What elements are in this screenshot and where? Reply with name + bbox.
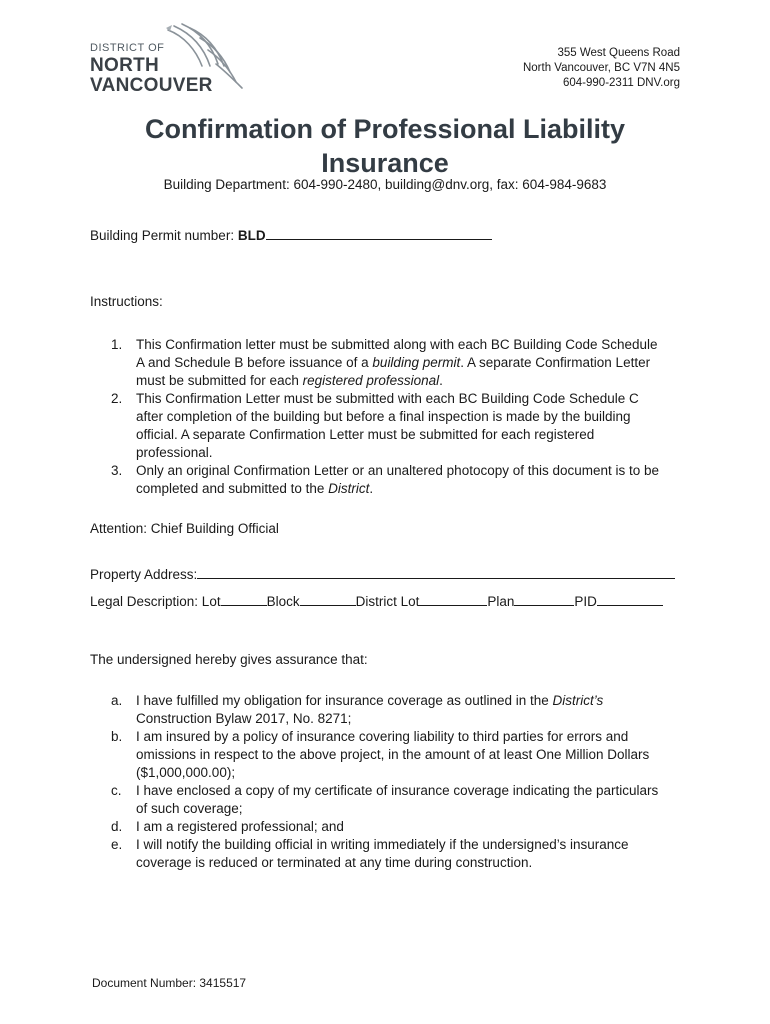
address-block (523, 46, 680, 91)
assurance-line: I am a registered professional; and (136, 819, 344, 834)
instruction-marker: 2. (111, 391, 123, 406)
assurance-line: ($1,000,000.00); (136, 765, 236, 780)
instruction-line: after completion of the building but before a final inspection is made by the building (136, 409, 631, 424)
assurance-line: Construction Bylaw 2017, No. 8271; (136, 711, 352, 726)
assurance-marker: a. (111, 693, 123, 708)
logo-line-district-of: DISTRICT OF (90, 42, 165, 54)
lot-field[interactable] (221, 591, 267, 606)
address-city: North Vancouver, BC V7N 4N5 (522, 62, 680, 74)
instruction-line: A and Schedule B before issuance of a building permit. A separate Confirmation Letter (136, 355, 651, 370)
assurance-line: of such coverage; (136, 801, 243, 816)
assurance-marker: e. (111, 837, 123, 852)
assurance-line: I have fulfilled my obligation for insurance coverage as outlined in the District’s (136, 693, 604, 708)
assurance-marker: d. (111, 819, 123, 834)
legal-district-lot-label: District Lot (355, 594, 420, 609)
block-field[interactable] (300, 591, 356, 606)
instruction-item (111, 390, 691, 462)
permit-number-row (90, 225, 492, 245)
instruction-line: must be submitted for each registered professional. (136, 373, 443, 388)
property-address-label: Property Address: (90, 567, 198, 582)
document-number: Document Number: 3415517 (92, 976, 247, 990)
instruction-line: This Confirmation Letter must be submitted with each BC Building Code Schedule C (136, 391, 639, 406)
instruction-line: Only an original Confirmation Letter or an unaltered photocopy of this document is to be (136, 463, 660, 478)
assurance-item (111, 692, 691, 728)
instruction-item (111, 336, 691, 390)
logo-line-vancouver: VANCOUVER (90, 75, 213, 96)
district-lot-field[interactable] (419, 591, 487, 606)
pid-field[interactable] (597, 591, 663, 606)
department-contact-line: Building Department: 604-990-2480, building@dnv.org, fax: 604-984-9683 (163, 177, 607, 192)
assurance-marker: c. (111, 783, 122, 798)
instruction-line: This Confirmation letter must be submitted along with each BC Building Code Schedule (136, 337, 658, 352)
assurance-marker: b. (111, 729, 123, 744)
instruction-marker: 1. (111, 337, 123, 352)
instruction-line: official. A separate Confirmation Letter must be submitted for each registered (136, 427, 595, 442)
assurance-item (111, 782, 691, 818)
assurance-line: coverage is reduced or terminated at any time during construction. (136, 855, 533, 870)
document-title (0, 112, 770, 180)
assurance-line: I will notify the building official in writing immediately if the undersigned’s insurance (136, 837, 629, 852)
assurances-list (111, 692, 691, 872)
permit-number-field[interactable] (266, 225, 492, 240)
permit-number-label: Building Permit number: (90, 228, 238, 243)
title-line-2: Insurance (321, 148, 449, 178)
assurance-item (111, 728, 691, 782)
property-address-row (90, 564, 675, 584)
legal-pid-label: PID (574, 594, 597, 609)
attention-line: Attention: Chief Building Official (90, 521, 279, 536)
legal-description-row (90, 591, 663, 611)
instruction-line: professional. (136, 445, 213, 460)
plan-field[interactable] (514, 591, 574, 606)
instruction-item (111, 462, 691, 498)
legal-block-label: Block (266, 594, 300, 609)
address-contact: 604-990-2311 DNV.org (563, 77, 680, 89)
legal-plan-label: Plan (487, 594, 515, 609)
district-logo (90, 22, 260, 94)
title-line-1: Confirmation of Professional Liability (144, 114, 626, 144)
instruction-line: completed and submitted to the District. (136, 481, 374, 496)
assurance-line: omissions in respect to the above project, in the amount of at least One Million Dollars (136, 747, 650, 762)
assurance-line: I am insured by a policy of insurance covering liability to third parties for errors and (136, 729, 629, 744)
assurance-intro: The undersigned hereby gives assurance that: (90, 652, 368, 667)
logo-line-north: NORTH (90, 55, 160, 76)
permit-number-prefix: BLD (237, 228, 266, 243)
assurance-item (111, 836, 691, 872)
assurance-line: I have enclosed a copy of my certificate of insurance coverage indicating the particulars (136, 783, 659, 798)
address-street: 355 West Queens Road (557, 47, 680, 59)
legal-lot-label: Legal Description: Lot (90, 594, 221, 609)
instructions-heading: Instructions: (90, 294, 163, 309)
assurance-item (111, 818, 691, 836)
property-address-field[interactable] (197, 564, 675, 579)
instruction-marker: 3. (111, 463, 123, 478)
instructions-list (111, 336, 691, 498)
